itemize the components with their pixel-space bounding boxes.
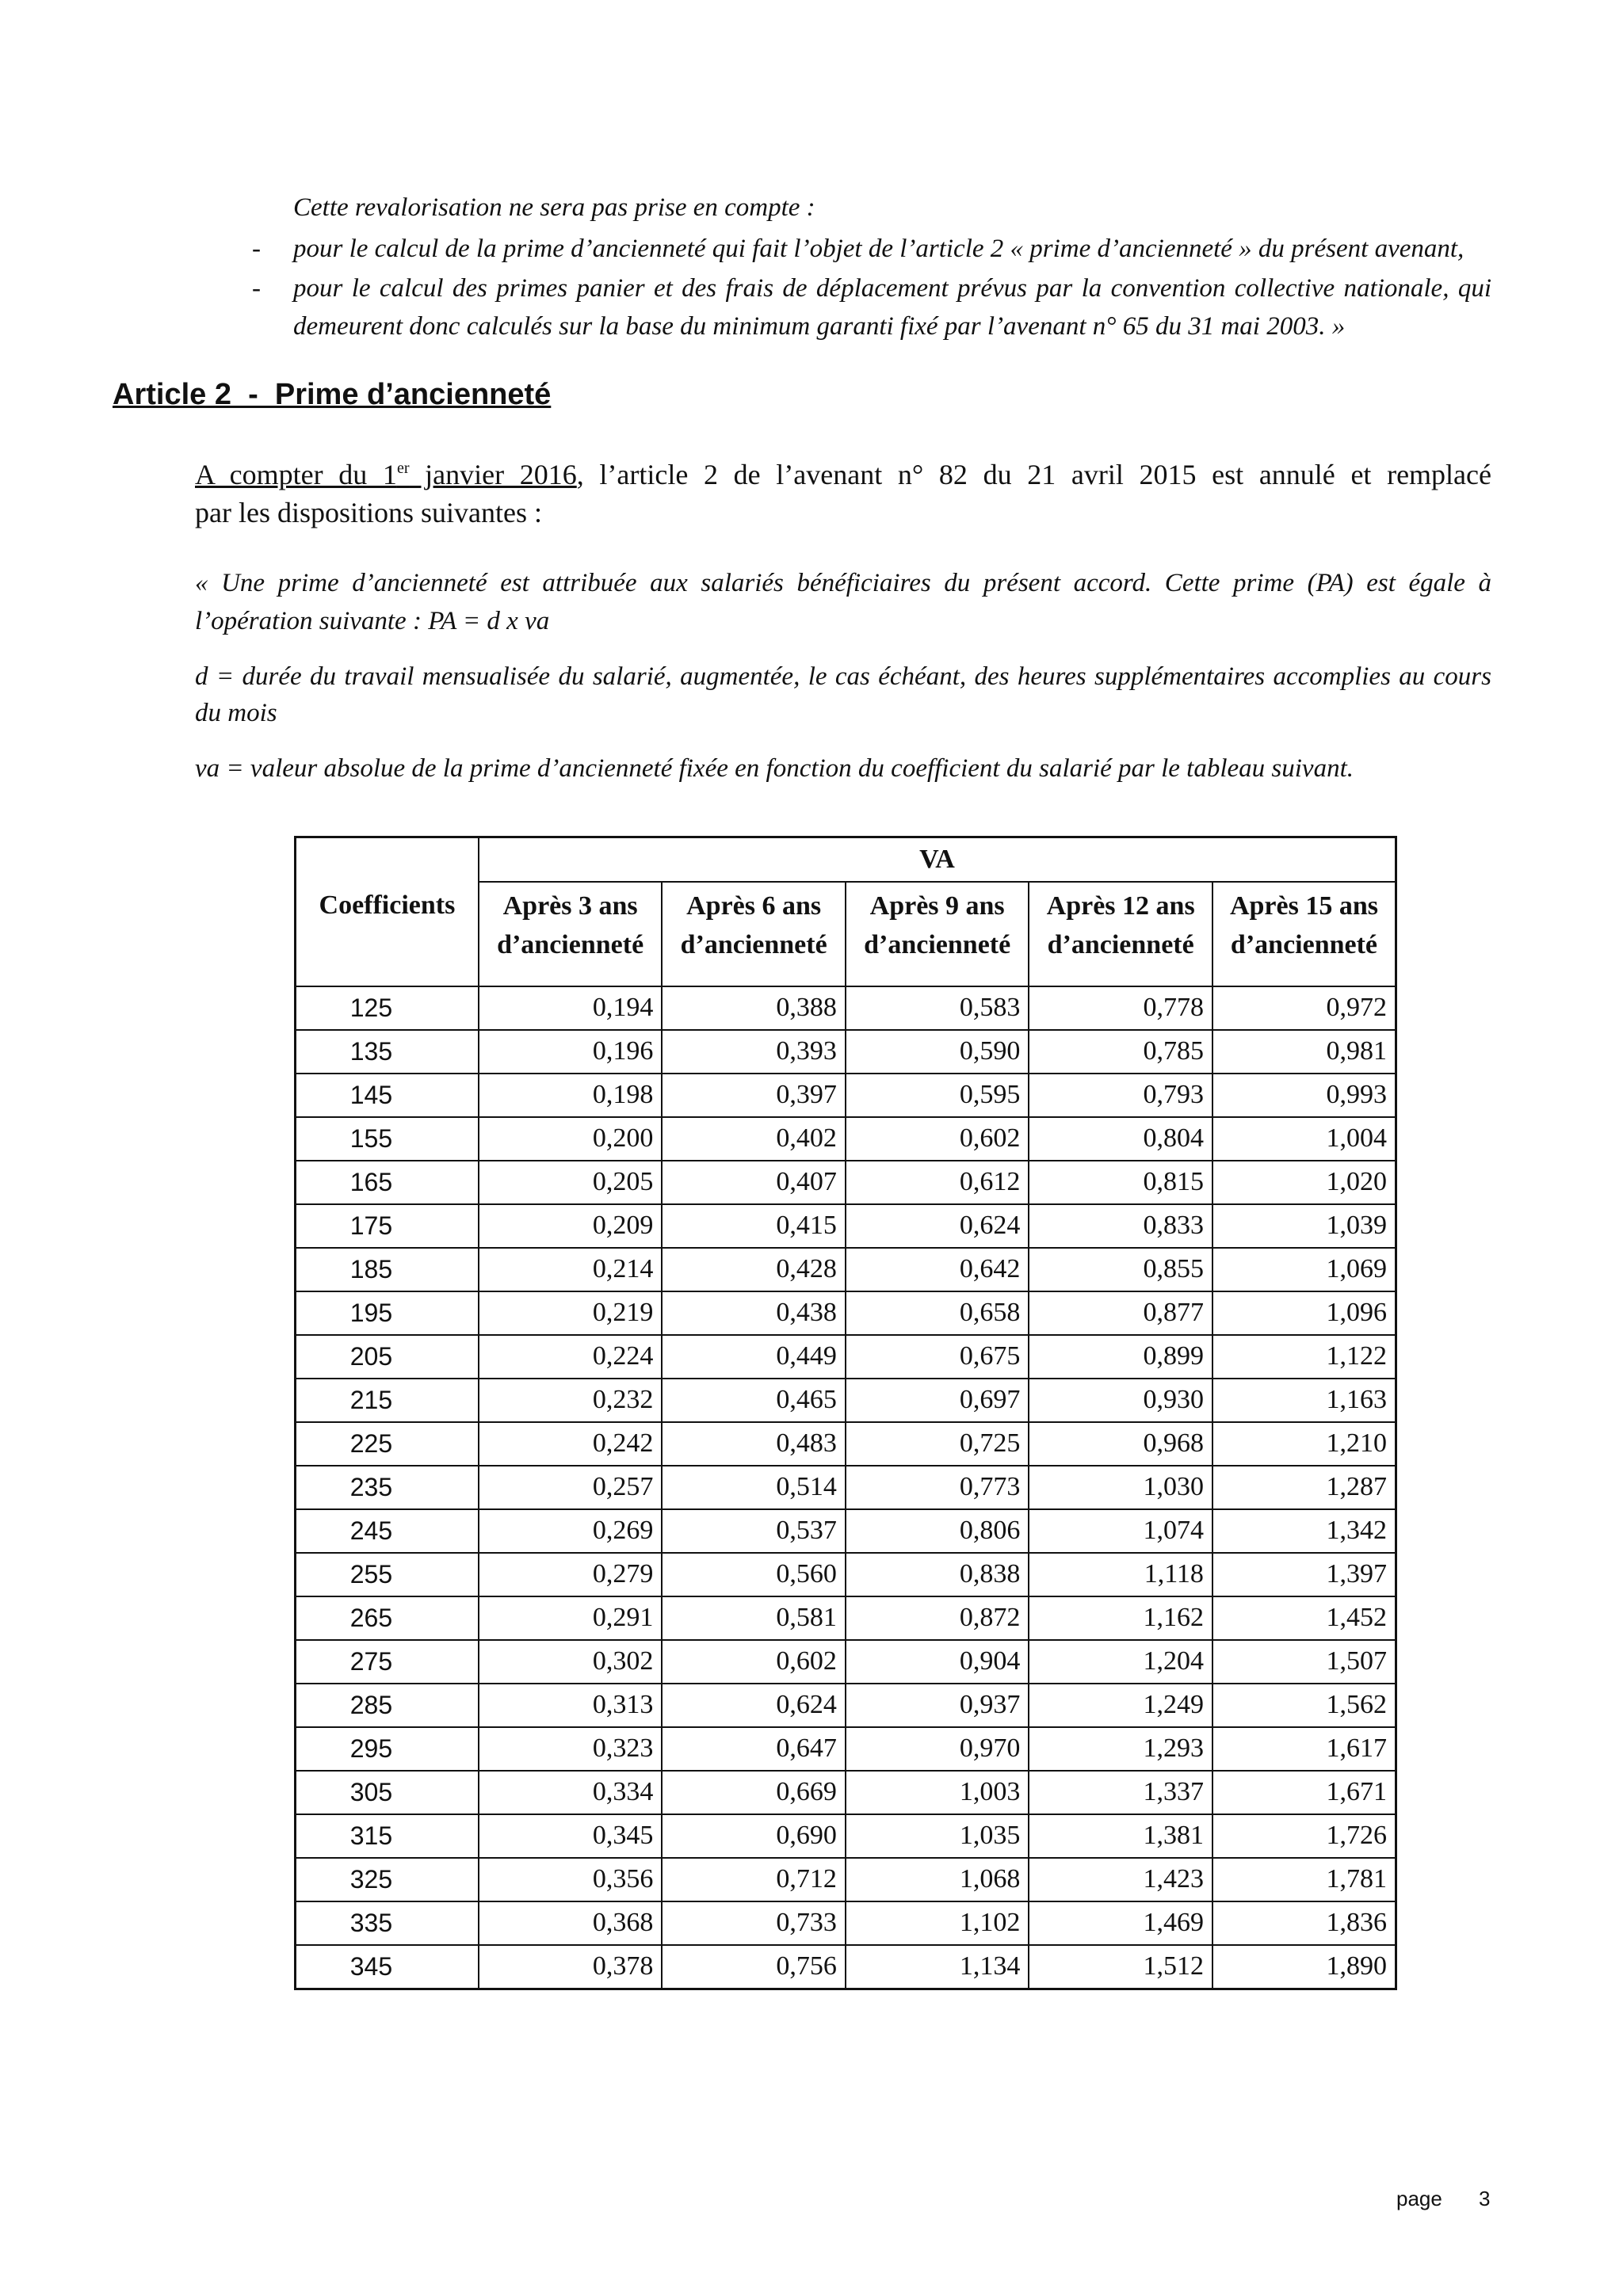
table-row: [296, 1335, 1396, 1379]
value-cell: 0,378: [479, 1945, 663, 1989]
coefficient-cell: 205: [296, 1335, 479, 1379]
value-cell: 0,205: [479, 1161, 663, 1204]
formula-line: l’opération suivante : PA = d x va: [195, 607, 550, 635]
definition-d: d = durée du travail mensualisée du salarié, augmentée, le cas échéant, des heures supplémentaires accomplies au cours: [195, 662, 1491, 691]
coef-header: Coefficients: [296, 882, 479, 930]
value-cell: 0,972: [1212, 986, 1396, 1030]
value-cell: 1,204: [1029, 1640, 1212, 1684]
table-row: [296, 1640, 1396, 1684]
quote-line: « Une prime d’ancienneté est attribuée aux salariés bénéficiaires du présent accord. Cette prime (PA) est égale à: [195, 569, 1491, 597]
coefficient-cell: 175: [296, 1204, 479, 1248]
value-cell: 0,804: [1029, 1117, 1212, 1161]
value-cell: 0,232: [479, 1379, 663, 1422]
value-cell: 1,726: [1212, 1814, 1396, 1858]
value-cell: 1,210: [1212, 1422, 1396, 1466]
col-header-line2: d’ancienneté: [1029, 930, 1212, 986]
value-cell: 0,224: [479, 1335, 663, 1379]
coefficient-cell: 185: [296, 1248, 479, 1291]
value-cell: 1,890: [1212, 1945, 1396, 1989]
table-row: [296, 1117, 1396, 1161]
value-cell: 0,214: [479, 1248, 663, 1291]
coefficient-cell: 135: [296, 1030, 479, 1074]
value-cell: 1,039: [1212, 1204, 1396, 1248]
value-cell: 1,562: [1212, 1684, 1396, 1727]
table-row: [296, 1509, 1396, 1553]
value-cell: 0,323: [479, 1727, 663, 1771]
value-cell: 1,381: [1029, 1814, 1212, 1858]
value-cell: 0,993: [1212, 1074, 1396, 1117]
coefficient-cell: 215: [296, 1379, 479, 1422]
value-cell: 0,712: [662, 1858, 846, 1901]
coefficient-cell: 265: [296, 1596, 479, 1640]
coefficient-cell: 335: [296, 1901, 479, 1945]
value-cell: 1,423: [1029, 1858, 1212, 1901]
table-row: [296, 1814, 1396, 1858]
value-cell: 0,302: [479, 1640, 663, 1684]
value-cell: 0,200: [479, 1117, 663, 1161]
value-cell: 1,162: [1029, 1596, 1212, 1640]
table-row: [296, 1553, 1396, 1596]
value-cell: 0,647: [662, 1727, 846, 1771]
value-cell: 0,291: [479, 1596, 663, 1640]
table-row: [296, 1204, 1396, 1248]
table-row: [296, 1379, 1396, 1422]
value-cell: 0,368: [479, 1901, 663, 1945]
col-header-line2: d’ancienneté: [479, 930, 663, 986]
bullet-dash: -: [252, 235, 261, 263]
value-cell: 0,345: [479, 1814, 663, 1858]
value-cell: 0,198: [479, 1074, 663, 1117]
table-row: [296, 1858, 1396, 1901]
coefficient-cell: 125: [296, 986, 479, 1030]
value-cell: 0,773: [846, 1466, 1029, 1509]
value-cell: 0,194: [479, 986, 663, 1030]
col-header-line2: d’ancienneté: [846, 930, 1029, 986]
coef-header-cont: [296, 930, 479, 986]
value-cell: 0,581: [662, 1596, 846, 1640]
table-row: [296, 1945, 1396, 1989]
coefficient-cell: 155: [296, 1117, 479, 1161]
value-cell: 0,833: [1029, 1204, 1212, 1248]
value-cell: 1,134: [846, 1945, 1029, 1989]
value-cell: 1,020: [1212, 1161, 1396, 1204]
value-cell: 0,438: [662, 1291, 846, 1335]
value-cell: 0,785: [1029, 1030, 1212, 1074]
value-cell: 0,313: [479, 1684, 663, 1727]
bullet-dash: -: [252, 274, 261, 303]
value-cell: 0,397: [662, 1074, 846, 1117]
value-cell: 0,806: [846, 1509, 1029, 1553]
value-cell: 1,118: [1029, 1553, 1212, 1596]
coefficient-cell: 245: [296, 1509, 479, 1553]
value-cell: 0,642: [846, 1248, 1029, 1291]
value-cell: 0,624: [846, 1204, 1029, 1248]
value-cell: 0,624: [662, 1684, 846, 1727]
value-cell: 1,452: [1212, 1596, 1396, 1640]
value-cell: 0,855: [1029, 1248, 1212, 1291]
value-cell: 1,004: [1212, 1117, 1396, 1161]
value-cell: 1,163: [1212, 1379, 1396, 1422]
value-cell: 0,242: [479, 1422, 663, 1466]
col-header: Après 9 ans: [846, 882, 1029, 930]
value-cell: 0,560: [662, 1553, 846, 1596]
table-row: [296, 1074, 1396, 1117]
value-cell: 0,514: [662, 1466, 846, 1509]
value-cell: 0,583: [846, 986, 1029, 1030]
definition-d-cont: du mois: [195, 699, 277, 727]
coefficient-cell: 315: [296, 1814, 479, 1858]
value-cell: 0,428: [662, 1248, 846, 1291]
article-paragraph-line2: par les dispositions suivantes :: [195, 497, 542, 528]
table-row: [296, 1248, 1396, 1291]
value-cell: 0,269: [479, 1509, 663, 1553]
value-cell: 1,781: [1212, 1858, 1396, 1901]
value-cell: 0,356: [479, 1858, 663, 1901]
value-cell: 0,725: [846, 1422, 1029, 1466]
value-cell: 1,068: [846, 1858, 1029, 1901]
coefficient-cell: 195: [296, 1291, 479, 1335]
value-cell: 0,209: [479, 1204, 663, 1248]
coefficient-cell: 235: [296, 1466, 479, 1509]
value-cell: 1,122: [1212, 1335, 1396, 1379]
bullet-1: pour le calcul de la prime d’ancienneté qui fait l’objet de l’article 2 « prime d’ancienneté » du présent avenant,: [293, 235, 1465, 263]
value-cell: 0,415: [662, 1204, 846, 1248]
corner-cell: [296, 837, 479, 882]
value-cell: 1,074: [1029, 1509, 1212, 1553]
table-row: [296, 1030, 1396, 1074]
value-cell: 0,612: [846, 1161, 1029, 1204]
bullet-2-cont: demeurent donc calculés sur la base du minimum garanti fixé par l’avenant n° 65 du 31 mai 2003. »: [293, 312, 1346, 341]
coefficient-cell: 325: [296, 1858, 479, 1901]
value-cell: 1,096: [1212, 1291, 1396, 1335]
coefficient-cell: 165: [296, 1161, 479, 1204]
value-cell: 0,219: [479, 1291, 663, 1335]
table-row: [296, 1596, 1396, 1640]
value-cell: 1,617: [1212, 1727, 1396, 1771]
value-cell: 0,279: [479, 1553, 663, 1596]
col-header-line2: d’ancienneté: [1212, 930, 1396, 986]
value-cell: 0,675: [846, 1335, 1029, 1379]
value-cell: 1,249: [1029, 1684, 1212, 1727]
value-cell: 1,671: [1212, 1771, 1396, 1814]
coefficient-cell: 145: [296, 1074, 479, 1117]
value-cell: 0,778: [1029, 986, 1212, 1030]
table-row: [296, 1291, 1396, 1335]
value-cell: 0,196: [479, 1030, 663, 1074]
coefficient-cell: 295: [296, 1727, 479, 1771]
table-row: [296, 1727, 1396, 1771]
table-row: [296, 1901, 1396, 1945]
value-cell: 1,337: [1029, 1771, 1212, 1814]
value-cell: 0,872: [846, 1596, 1029, 1640]
coefficient-cell: 255: [296, 1553, 479, 1596]
value-cell: 1,069: [1212, 1248, 1396, 1291]
value-cell: 1,293: [1029, 1727, 1212, 1771]
value-cell: 0,904: [846, 1640, 1029, 1684]
value-cell: 0,393: [662, 1030, 846, 1074]
value-cell: 0,658: [846, 1291, 1029, 1335]
table-row: [296, 1684, 1396, 1727]
page-number: 3: [1479, 2187, 1491, 2210]
value-cell: 1,397: [1212, 1553, 1396, 1596]
value-cell: 0,968: [1029, 1422, 1212, 1466]
value-cell: 0,733: [662, 1901, 846, 1945]
value-cell: 0,981: [1212, 1030, 1396, 1074]
value-cell: 0,449: [662, 1335, 846, 1379]
value-cell: 0,937: [846, 1684, 1029, 1727]
definition-va: va = valeur absolue de la prime d’ancienneté fixée en fonction du coefficient du salarié par le tableau suivant.: [195, 754, 1354, 783]
value-cell: 0,930: [1029, 1379, 1212, 1422]
coefficient-cell: 275: [296, 1640, 479, 1684]
table-row: [296, 1771, 1396, 1814]
value-cell: 1,507: [1212, 1640, 1396, 1684]
value-cell: 1,003: [846, 1771, 1029, 1814]
value-cell: 0,690: [662, 1814, 846, 1858]
value-cell: 1,342: [1212, 1509, 1396, 1553]
value-cell: 1,512: [1029, 1945, 1212, 1989]
value-cell: 0,669: [662, 1771, 846, 1814]
value-cell: 1,102: [846, 1901, 1029, 1945]
table-row: [296, 1466, 1396, 1509]
value-cell: 0,402: [662, 1117, 846, 1161]
value-cell: 0,970: [846, 1727, 1029, 1771]
value-cell: 0,407: [662, 1161, 846, 1204]
col-header: Après 15 ans: [1212, 882, 1396, 930]
va-table: [294, 836, 1397, 1990]
intro-line: Cette revalorisation ne sera pas prise en compte :: [293, 193, 815, 222]
va-group-header: VA: [479, 837, 1396, 882]
bullet-2: pour le calcul des primes panier et des frais de déplacement prévus par la convention collective nationale, qui: [293, 274, 1491, 303]
value-cell: 0,838: [846, 1553, 1029, 1596]
col-header: Après 6 ans: [662, 882, 846, 930]
value-cell: 0,595: [846, 1074, 1029, 1117]
table-row: [296, 986, 1396, 1030]
value-cell: 0,257: [479, 1466, 663, 1509]
coefficient-cell: 285: [296, 1684, 479, 1727]
value-cell: 0,602: [846, 1117, 1029, 1161]
article-heading: Article 2 - Prime d’ancienneté: [113, 378, 552, 411]
coefficient-cell: 225: [296, 1422, 479, 1466]
value-cell: 0,877: [1029, 1291, 1212, 1335]
article-paragraph: A compter du 1er janvier 2016, l’article 2 de l’avenant n° 82 du 21 avril 2015 est annulé et remplacé: [195, 459, 1491, 490]
value-cell: 0,388: [662, 986, 846, 1030]
value-cell: 0,756: [662, 1945, 846, 1989]
value-cell: 0,334: [479, 1771, 663, 1814]
value-cell: 0,537: [662, 1509, 846, 1553]
date-start: A compter du 1er janvier 2016: [195, 459, 577, 490]
va-table-body: [296, 986, 1396, 1989]
value-cell: 1,469: [1029, 1901, 1212, 1945]
col-header: Après 3 ans: [479, 882, 663, 930]
value-cell: 0,793: [1029, 1074, 1212, 1117]
coefficient-cell: 305: [296, 1771, 479, 1814]
value-cell: 0,465: [662, 1379, 846, 1422]
value-cell: 0,602: [662, 1640, 846, 1684]
value-cell: 0,590: [846, 1030, 1029, 1074]
value-cell: 0,899: [1029, 1335, 1212, 1379]
value-cell: 1,030: [1029, 1466, 1212, 1509]
value-cell: 0,697: [846, 1379, 1029, 1422]
col-header-line2: d’ancienneté: [662, 930, 846, 986]
col-header: Après 12 ans: [1029, 882, 1212, 930]
value-cell: 1,287: [1212, 1466, 1396, 1509]
value-cell: 0,483: [662, 1422, 846, 1466]
table-row: [296, 1161, 1396, 1204]
value-cell: 1,836: [1212, 1901, 1396, 1945]
coefficient-cell: 345: [296, 1945, 479, 1989]
page-label: page: [1396, 2187, 1442, 2210]
table-row: [296, 1422, 1396, 1466]
value-cell: 1,035: [846, 1814, 1029, 1858]
value-cell: 0,815: [1029, 1161, 1212, 1204]
